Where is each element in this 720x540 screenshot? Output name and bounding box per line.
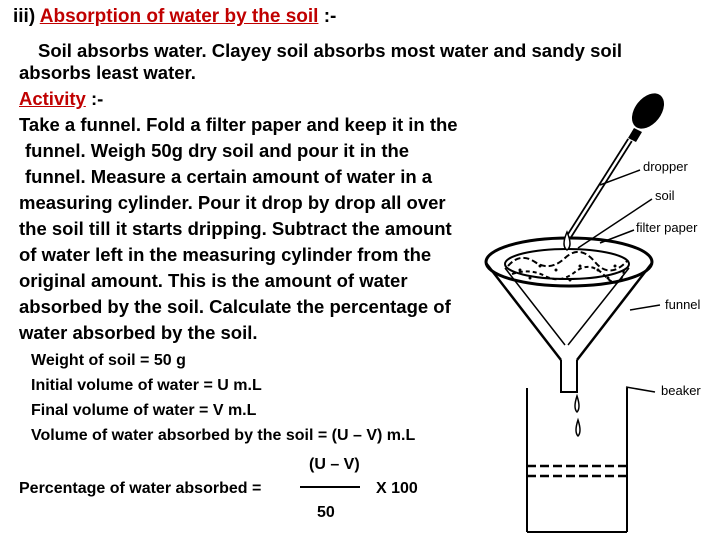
activity-label: Activity xyxy=(19,88,86,109)
formula-denominator: 50 xyxy=(317,504,335,521)
funnel-label: funnel xyxy=(665,297,701,312)
procedure-line: absorbed by the soil. Calculate the percentage of xyxy=(19,296,451,317)
filter-paper-icon xyxy=(505,249,629,345)
procedure-line: Take a funnel. Fold a filter paper and keep it in the xyxy=(19,114,458,135)
procedure-line: measuring cylinder. Pour it drop by drop all over xyxy=(19,192,446,213)
section-number: iii) xyxy=(13,6,36,27)
dropper-label: dropper xyxy=(643,159,688,174)
calc-final-volume: Final volume of water = V m.L xyxy=(31,402,257,419)
procedure-line: funnel. Weigh 50g dry soil and pour it in the xyxy=(25,140,410,161)
procedure-line: water absorbed by the soil. xyxy=(19,322,258,343)
formula-multiplier: X 100 xyxy=(376,480,418,497)
section-heading-suffix: :- xyxy=(323,6,337,27)
intro-line-2: absorbs least water. xyxy=(19,62,196,83)
activity-suffix: :- xyxy=(90,88,104,109)
calc-weight: Weight of soil = 50 g xyxy=(31,352,186,369)
intro-line-1: Soil absorbs water. Clayey soil absorbs most water and sandy soil xyxy=(38,40,622,61)
filter-paper-label: filter paper xyxy=(636,220,698,235)
calc-absorbed-volume: Volume of water absorbed by the soil = (U – V) m.L xyxy=(31,427,416,444)
section-heading: Absorption of water by the soil xyxy=(39,6,319,27)
procedure-line: funnel. Measure a certain amount of water in a xyxy=(25,166,433,187)
soil-label: soil xyxy=(655,188,675,203)
beaker-label: beaker xyxy=(661,383,701,398)
procedure-line: original amount. This is the amount of water xyxy=(19,270,408,291)
calc-initial-volume: Initial volume of water = U m.L xyxy=(31,377,262,394)
procedure-line: of water left in the measuring cylinder from the xyxy=(19,244,432,265)
procedure-line: the soil till it starts dripping. Subtract the amount xyxy=(19,218,452,239)
formula-numerator: (U – V) xyxy=(309,456,360,473)
formula-label: Percentage of water absorbed = xyxy=(19,480,262,497)
drip-icon xyxy=(575,396,580,436)
